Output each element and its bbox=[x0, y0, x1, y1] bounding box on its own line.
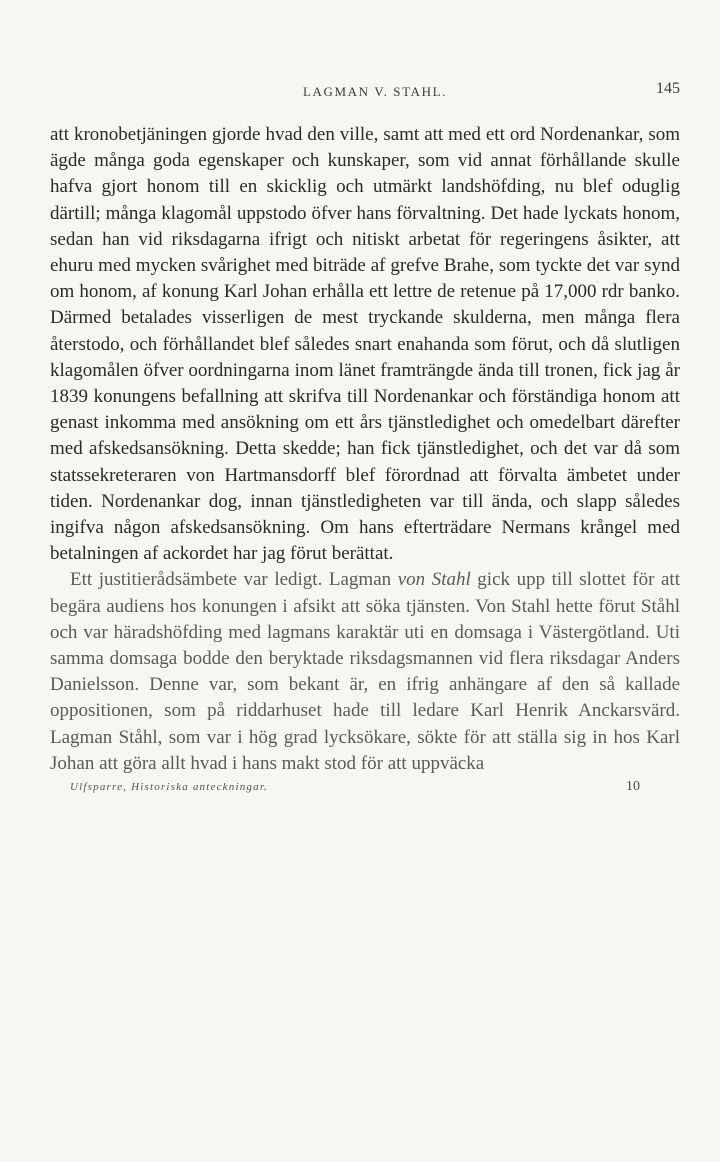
paragraph bbox=[50, 122, 680, 567]
paragraph bbox=[50, 567, 680, 777]
page-header bbox=[50, 78, 680, 108]
italic-run: von Stahl bbox=[397, 569, 471, 591]
running-head: LAGMAN V. STAHL. bbox=[303, 84, 447, 99]
page-footer bbox=[50, 779, 680, 803]
signature-line: Ulfsparre, Historiska anteckningar. bbox=[70, 781, 269, 794]
text-run: att kronobetjäningen gjorde hvad den ville, samt att med ett ord Nordenankar, som ägde många goda egenskaper och kunskaper, som vid annat förhållande skulle hafva gjort honom till en skicklig och utmärkt landshöfding, nu blef oduglig därtill; många klagomål uppstodo öfver hans förvaltning. Det hade lyckats honom, sedan han vid riksdagarna ifrigt och nitiskt arbetat för regeringens åsikter, att ehuru med mycken svårighet med biträde af grefve Brahe, som tyckte det var synd om honom, af konung Karl Johan erhålla ett lettre de retenue på 17,000 rdr banko. Därmed betalades visserligen de mest tryckande skulderna, men många flera återstodo, och förhållandet blef således snart enahanda som förut, och då slutligen klagomålen öfver oordningarna inom länet framträngde ända till tronen, fick jag år 1839 konungens befallning att skrifva till Nordenankar och förständiga honom att genast inkomma med ansökning om ett års tjänstledighet och omedelbart därefter med afskedsansökning. Detta skedde; han fick tjänstledighet, och det var då som statssekreteraren von Hartmansdorff blef förordnad att förvalta ämbetet under tiden. Nordenankar dog, innan tjänstledigheten var till ända, och slapp således ingifva någon afskedsansökning. Om hans efterträdare Nermans krångel med betalningen af ackordet har jag förut berättat. bbox=[50, 124, 680, 565]
body-text bbox=[50, 122, 680, 777]
signature-number: 10 bbox=[626, 779, 640, 795]
page-number: 145 bbox=[656, 80, 680, 97]
text-run: gick upp till slottet för att begära audiens hos konungen i afsikt att söka tjänsten. Von Stahl hette förut Ståhl och var häradshöfding med lagmans karaktär uti en domsaga i Västergötland. Uti samma domsaga bodde den beryktade riksdagsmannen vid flera riksdagar Anders Danielsson. Denne var, som bekant är, en ifrig anhängare af den så kallade oppositionen, som på riddarhuset hade till ledare Karl Henrik Anckarsvärd. Lagman Ståhl, som var i hög grad lycksökare, sökte för att ställa sig in hos Karl Johan att göra allt hvad i hans makt stod för att uppväcka bbox=[50, 569, 680, 774]
book-page bbox=[50, 78, 680, 803]
text-run: Ett justitierådsämbete var ledigt. Lagman bbox=[70, 569, 398, 591]
